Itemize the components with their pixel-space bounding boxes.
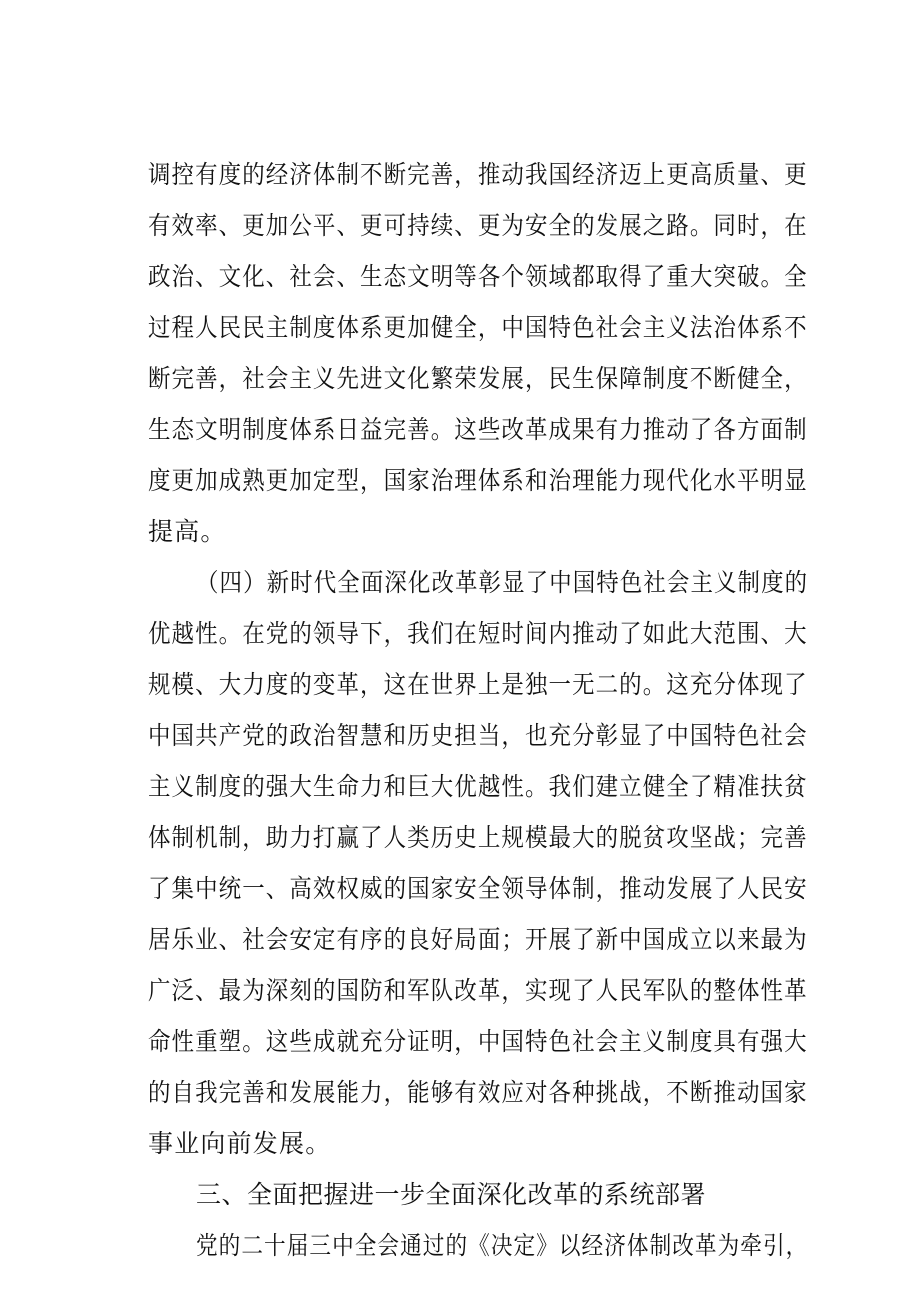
paragraph-line: 主义制度的强大生命力和巨大优越性。我们建立健全了精准扶贫 [148, 772, 808, 801]
paragraph-line: 体制机制，助力打赢了人类历史上规模最大的脱贫攻坚战；完善 [148, 823, 808, 852]
paragraph-line: 政治、文化、社会、生态文明等各个领域都取得了重大突破。全 [148, 262, 808, 291]
paragraph-line: 居乐业、社会安定有序的良好局面；开展了新中国成立以来最为 [148, 925, 808, 954]
paragraph-line: 了集中统一、高效权威的国家安全领导体制，推动发展了人民安 [148, 874, 808, 903]
paragraph-line: 断完善，社会主义先进文化繁荣发展，民生保障制度不断健全， [148, 364, 808, 393]
paragraph-line: 广泛、最为深刻的国防和军队改革，实现了人民军队的整体性革 [148, 976, 808, 1005]
paragraph-line: 度更加成熟更加定型，国家治理体系和治理能力现代化水平明显 [148, 466, 808, 495]
paragraph-line: （四）新时代全面深化改革彰显了中国特色社会主义制度的 [196, 568, 809, 597]
paragraph-line: 党的二十届三中全会通过的《决定》以经济体制改革为牵引， [196, 1231, 809, 1260]
paragraph-line: 规模、大力度的变革，这在世界上是独一无二的。这充分体现了 [148, 670, 808, 699]
paragraph-line: 优越性。在党的领导下，我们在短时间内推动了如此大范围、大 [148, 619, 808, 648]
paragraph-line: 中国共产党的政治智慧和历史担当，也充分彰显了中国特色社会 [148, 721, 808, 750]
section-heading: 三、全面把握进一步全面深化改革的系统部署 [196, 1180, 707, 1209]
paragraph-line: 提高。 [148, 517, 227, 546]
paragraph-line: 有效率、更加公平、更可持续、更为安全的发展之路。同时，在 [148, 211, 808, 240]
paragraph-line: 调控有度的经济体制不断完善，推动我国经济迈上更高质量、更 [148, 160, 808, 189]
paragraph-line: 命性重塑。这些成就充分证明，中国特色社会主义制度具有强大 [148, 1027, 808, 1056]
paragraph-line: 过程人民民主制度体系更加健全，中国特色社会主义法治体系不 [148, 313, 808, 342]
paragraph-line: 生态文明制度体系日益完善。这些改革成果有力推动了各方面制 [148, 415, 808, 444]
paragraph-line: 的自我完善和发展能力，能够有效应对各种挑战，不断推动国家 [148, 1078, 808, 1107]
paragraph-line: 事业向前发展。 [148, 1129, 332, 1158]
